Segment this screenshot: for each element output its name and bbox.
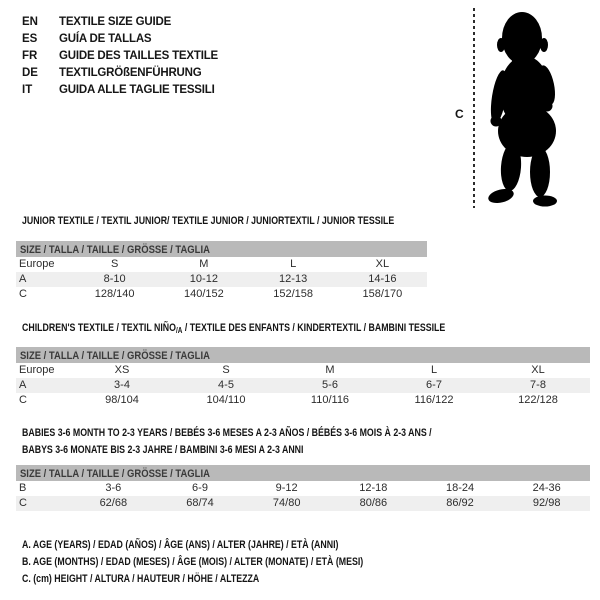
measurement-legend: [22, 537, 449, 588]
table-cell: 12-13: [279, 273, 308, 285]
language-title: TEXTILGRÖßENFÜHRUNG: [59, 67, 202, 79]
table-cell: 12-18: [359, 482, 388, 494]
table-cell: 8-10: [103, 273, 126, 285]
language-code: ES: [22, 33, 38, 45]
babies-size-table: [16, 465, 590, 511]
table-cell: 6-9: [192, 482, 208, 494]
language-code: EN: [22, 16, 38, 28]
table-row: [16, 363, 590, 378]
size-header-label: SIZE / TALLA / TAILLE / GRÖSSE / TAGLIA: [20, 244, 210, 256]
table-cell: 110/116: [310, 394, 350, 406]
table-cell: 128/140: [94, 288, 135, 300]
table-cell: 5-6: [322, 379, 338, 391]
language-row-en: [22, 14, 218, 31]
row-label: A: [19, 273, 27, 285]
language-title: GUIDE DES TAILLES TEXTILE: [59, 50, 218, 62]
language-code: IT: [22, 84, 33, 96]
language-title: GUÍA DE TALLAS: [59, 33, 152, 45]
table-cell: XS: [114, 364, 130, 376]
language-row-de: [22, 65, 218, 82]
legend-line-a: A. AGE (YEARS) / EDAD (AÑOS) / ÂGE (ANS) / ALTER (JAHRE) / ETÀ (ANNI): [22, 539, 339, 551]
row-label: B: [19, 482, 27, 494]
table-cell: 18-24: [445, 482, 475, 494]
table-cell: 74/80: [272, 497, 301, 509]
table-cell: XL: [375, 258, 390, 270]
table-cell: 92/98: [532, 497, 561, 509]
size-header-bar: [16, 241, 427, 257]
babies-section-title-line2: BABYS 3-6 MONATE BIS 2-3 JAHRE / BAMBINI 3-6 MESI A 2-3 ANNI: [22, 444, 304, 456]
language-header: [22, 14, 218, 99]
legend-line-c: C. (cm) HEIGHT / ALTURA / HAUTEUR / HÖHE / ALTEZZA: [22, 573, 260, 585]
size-header-bar: [16, 347, 590, 363]
table-cell: 6-7: [426, 379, 442, 391]
table-row: [16, 481, 590, 496]
language-title: GUIDA ALLE TAGLIE TESSILI: [59, 84, 215, 96]
size-header-bar: [16, 465, 590, 481]
children-title-subscript: /A: [175, 326, 183, 335]
table-cell: 3-4: [114, 379, 130, 391]
row-label: C: [19, 288, 27, 300]
table-cell: 4-5: [218, 379, 234, 391]
row-label: A: [19, 379, 27, 391]
table-cell: 24-36: [532, 482, 561, 494]
table-cell: S: [110, 258, 119, 270]
table-cell: 80/86: [359, 497, 388, 509]
language-row-it: [22, 82, 218, 99]
table-cell: 10-12: [189, 273, 218, 285]
language-row-es: [22, 31, 218, 48]
junior-size-table: [16, 241, 427, 302]
table-cell: M: [199, 258, 209, 270]
table-row: [16, 378, 590, 393]
table-cell: M: [325, 364, 335, 376]
table-cell: 98/104: [105, 394, 139, 406]
table-cell: 62/68: [99, 497, 128, 509]
table-cell: 104/110: [206, 394, 246, 406]
table-cell: 86/92: [446, 497, 474, 509]
children-title-text: CHILDREN'S TEXTILE / TEXTIL NIÑO: [22, 322, 176, 334]
table-cell: S: [222, 364, 230, 376]
table-row: [16, 272, 427, 287]
row-label: C: [19, 394, 27, 406]
children-title-text: / TEXTILE DES ENFANTS / KINDERTEXTIL / BAMBINI TESSILE: [182, 322, 446, 334]
children-section-title: [22, 321, 445, 338]
row-label: C: [19, 497, 27, 509]
language-code: DE: [22, 67, 38, 79]
size-header-label: SIZE / TALLA / TAILLE / GRÖSSE / TAGLIA: [20, 350, 210, 362]
table-cell: 116/122: [414, 394, 454, 406]
language-row-fr: [22, 48, 218, 65]
table-cell: 152/158: [273, 288, 313, 300]
table-cell: XL: [531, 364, 545, 376]
language-title: TEXTILE SIZE GUIDE: [59, 16, 172, 28]
children-size-table: [16, 347, 590, 408]
table-cell: L: [430, 364, 438, 376]
table-row: [16, 257, 427, 272]
height-measure-dashed-line: [473, 8, 475, 208]
table-cell: 158/170: [362, 288, 403, 300]
junior-section-title: JUNIOR TEXTILE / TEXTIL JUNIOR/ TEXTILE JUNIOR / JUNIORTEXTIL / JUNIOR TESSILE: [22, 215, 395, 227]
table-cell: 14-16: [368, 273, 397, 285]
table-row: [16, 393, 590, 408]
table-cell: 3-6: [105, 482, 122, 494]
babies-section-title-line1: BABIES 3-6 MONTH TO 2-3 YEARS / BEBÉS 3-6 MESES A 2-3 AÑOS / BÉBÉS 3-6 MOIS À 2-3 ANS /: [22, 427, 432, 439]
baby-silhouette-icon: [481, 9, 573, 208]
table-cell: 9-12: [275, 482, 298, 494]
height-c-label: C: [455, 107, 464, 121]
size-header-label: SIZE / TALLA / TAILLE / GRÖSSE / TAGLIA: [20, 468, 210, 480]
table-row: [16, 496, 590, 511]
legend-line-b: B. AGE (MONTHS) / EDAD (MESES) / ÂGE (MOIS) / ALTER (MONATE) / ETÀ (MESI): [22, 556, 364, 568]
language-code: FR: [22, 50, 38, 62]
row-label: Europe: [19, 258, 55, 270]
table-cell: 122/128: [518, 394, 558, 406]
table-row: [16, 287, 427, 302]
table-cell: 140/152: [183, 288, 224, 300]
table-cell: 68/74: [186, 497, 214, 509]
row-label: Europe: [19, 364, 55, 376]
table-cell: 7-8: [530, 379, 546, 391]
table-cell: L: [290, 258, 297, 270]
